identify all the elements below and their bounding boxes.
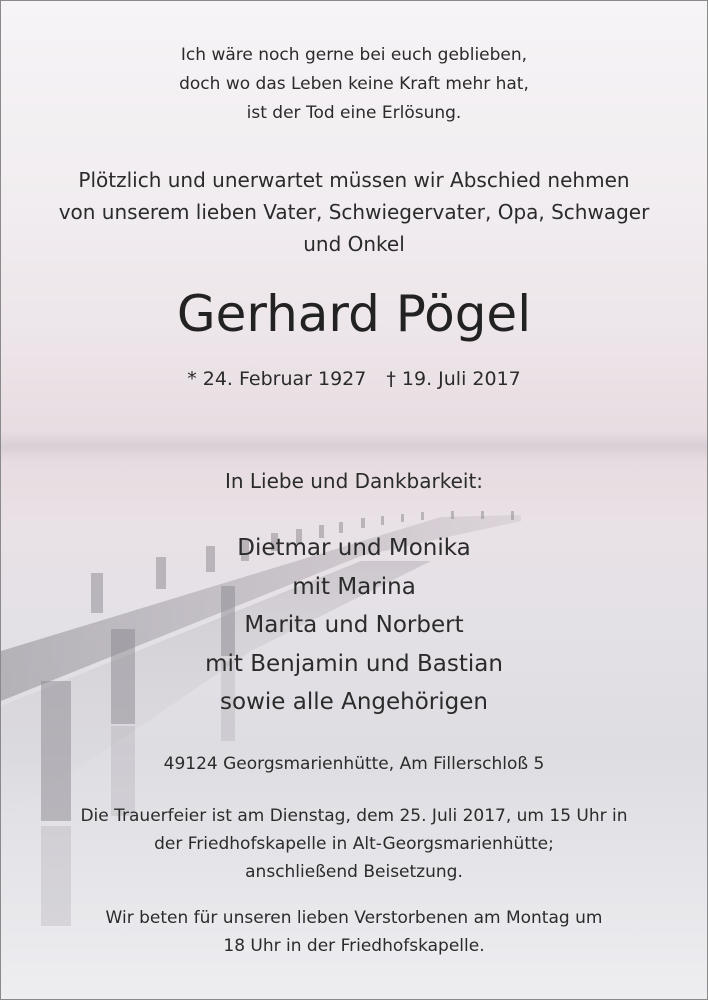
life-dates (1, 364, 707, 394)
announcement-line: Plötzlich und unerwartet müssen wir Abschied nehmen (78, 168, 630, 192)
family-address: 49124 Georgsmarienhütte, Am Fillerschloß 5 (163, 754, 545, 774)
announcement-text (1, 164, 707, 260)
poem-line: Ich wäre noch gerne bei euch geblieben, (180, 45, 528, 65)
funeral-info (1, 802, 707, 886)
mourner-line: mit Benjamin und Bastian (205, 650, 503, 677)
funeral-line: der Friedhofskapelle in Alt-Georgsmarienhütte; (154, 834, 554, 854)
prayer-line: 18 Uhr in der Friedhofskapelle. (223, 936, 485, 956)
poem-line: ist der Tod eine Erlösung. (246, 103, 462, 123)
mourners-list (1, 529, 707, 722)
birth-date: * 24. Februar 1927 (187, 368, 367, 390)
thanks-heading: In Liebe und Dankbarkeit: (224, 469, 484, 493)
mourner-line: sowie alle Angehörigen (220, 689, 488, 715)
poem-verse (1, 41, 707, 128)
death-date: † 19. Juli 2017 (386, 368, 521, 390)
prayer-line: Wir beten für unseren lieben Verstorbenen am Montag um (105, 908, 603, 928)
announcement-line: von unserem lieben Vater, Schwiegervater, Opa, Schwager (58, 200, 650, 224)
funeral-line: Die Trauerfeier ist am Dienstag, dem 25. Juli 2017, um 15 Uhr in (80, 806, 628, 826)
prayer-info (1, 904, 707, 960)
mourner-line: mit Marina (292, 573, 416, 600)
funeral-line: anschließend Beisetzung. (245, 862, 463, 882)
deceased-name: Gerhard Pögel (176, 285, 532, 343)
poem-line: doch wo das Leben keine Kraft mehr hat, (179, 74, 529, 94)
mourner-line: Marita und Norbert (244, 612, 464, 638)
mourner-line: Dietmar und Monika (237, 535, 471, 561)
announcement-line: und Onkel (303, 232, 405, 256)
